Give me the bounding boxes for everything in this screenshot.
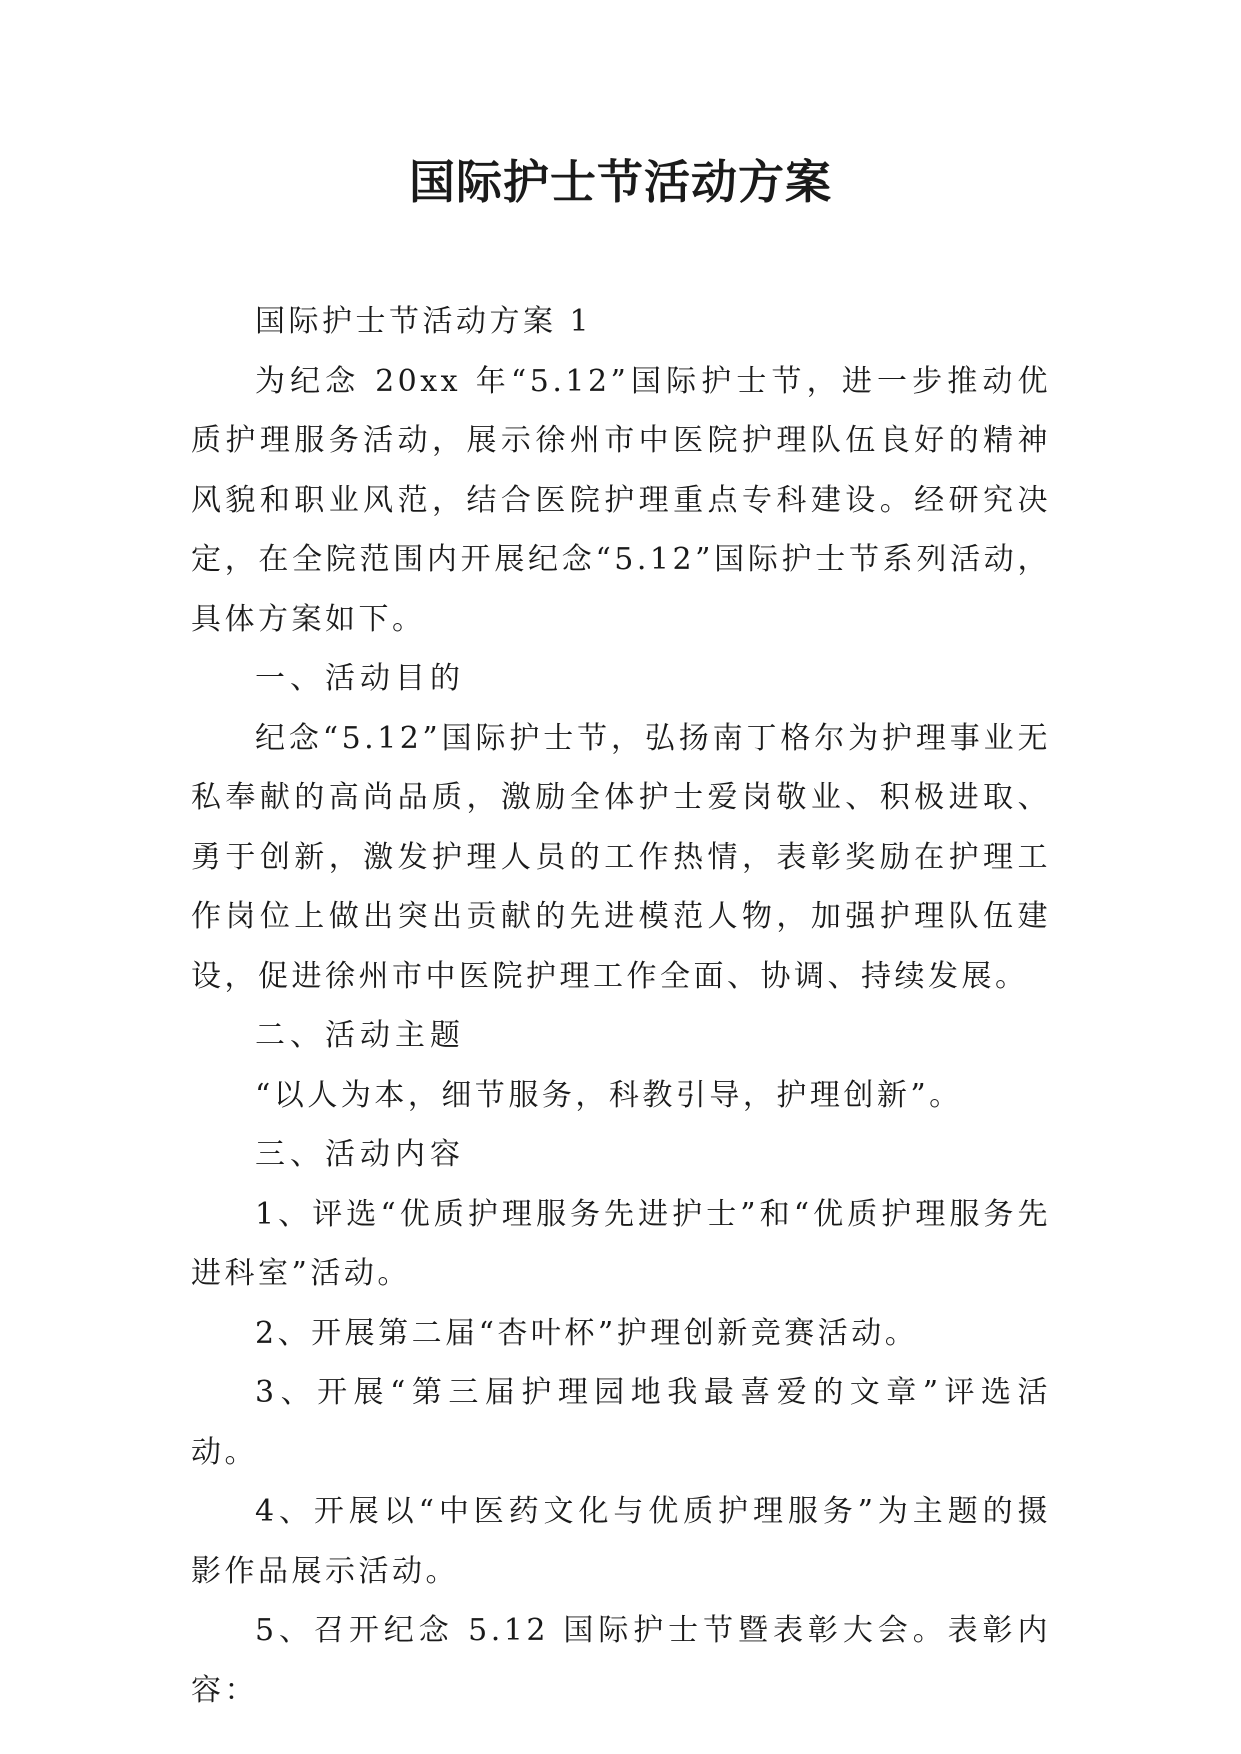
content-item: 5、召开纪念 5.12 国际护士节暨表彰大会。表彰内容： bbox=[191, 1613, 1051, 1708]
content-item: 3、开展“第三届护理园地我最喜爱的文章”评选活动。 bbox=[191, 1375, 1051, 1470]
section-heading-purpose: 一、活动目的 bbox=[255, 661, 465, 696]
content-item: 4、开展以“中医药文化与优质护理服务”为主题的摄影作品展示活动。 bbox=[191, 1494, 1051, 1589]
section-heading-theme: 二、活动主题 bbox=[255, 1018, 465, 1053]
intro-paragraph: 为纪念 20xx 年“5.12”国际护士节，进一步推动优质护理服务活动，展示徐州市中医院护理队伍良好的精神风貌和职业风范，结合医院护理重点专科建设。经研究决定，在全院范围内开展纪念“5.12”国际护士节系列活动，具体方案如下。 bbox=[191, 363, 1051, 637]
content-item: 2、开展第二届“杏叶杯”护理创新竞赛活动。 bbox=[255, 1315, 919, 1351]
section-heading-content: 三、活动内容 bbox=[255, 1137, 465, 1172]
document-body bbox=[191, 292, 1051, 1720]
section-subtitle: 国际护士节活动方案 1 bbox=[255, 304, 593, 339]
purpose-paragraph: 纪念“5.12”国际护士节，弘扬南丁格尔为护理事业无私奉献的高尚品质，激励全体护士爱岗敬业、积极进取、勇于创新，激发护理人员的工作热情，表彰奖励在护理工作岗位上做出突出贡献的先进模范人物，加强护理队伍建设，促进徐州市中医院护理工作全面、协调、持续发展。 bbox=[191, 720, 1051, 994]
content-item: 1、评选“优质护理服务先进护士”和“优质护理服务先进科室”活动。 bbox=[191, 1196, 1051, 1291]
theme-paragraph: “以人为本，细节服务，科教引导，护理创新”。 bbox=[255, 1077, 963, 1113]
document-title: 国际护士节活动方案 bbox=[409, 155, 832, 209]
